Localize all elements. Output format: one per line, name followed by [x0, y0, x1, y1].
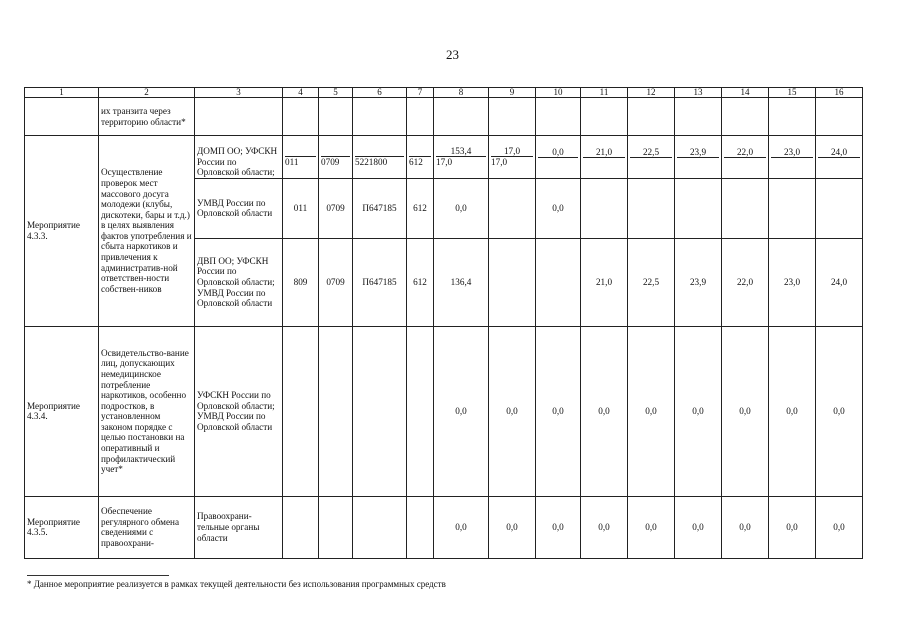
value: 0,0 — [581, 326, 628, 496]
value: 0,0 — [434, 326, 489, 496]
executor: ДВП ОО; УФСКН России по Орловской области; УМВД России по Орловской области — [195, 238, 283, 326]
column-number: 10 — [536, 88, 581, 98]
column-number: 15 — [769, 88, 816, 98]
column-number-row — [25, 88, 863, 98]
column-number: 11 — [581, 88, 628, 98]
value: 23,0 — [769, 238, 816, 326]
total-value: 23,0 — [771, 147, 813, 158]
value: 17,0 — [436, 157, 453, 168]
value: 23,9 — [675, 238, 722, 326]
total-value: 22,0 — [724, 147, 766, 158]
column-number: 5 — [319, 88, 353, 98]
value: 24,0 — [816, 238, 863, 326]
total-value: 23,9 — [677, 147, 719, 158]
value: 0,0 — [769, 326, 816, 496]
column-number: 2 — [99, 88, 195, 98]
column-number: 4 — [283, 88, 319, 98]
vr-code: 612 — [407, 178, 434, 238]
total-value: 22,5 — [630, 147, 672, 158]
vr-code: 612 — [409, 157, 423, 168]
column-number: 14 — [722, 88, 769, 98]
column-number: 3 — [195, 88, 283, 98]
table-row — [25, 136, 863, 179]
page-number: 23 — [446, 47, 459, 62]
table-row — [25, 496, 863, 558]
footnote: * Данное мероприятие реализуется в рамках текущей деятельности без использования программных средств — [27, 579, 446, 589]
value: 0,0 — [536, 496, 581, 558]
value: 0,0 — [675, 326, 722, 496]
footnote-divider — [27, 575, 169, 576]
value: 0,0 — [722, 496, 769, 558]
value: 0,0 — [816, 496, 863, 558]
value: 17,0 — [491, 157, 508, 168]
value: 0,0 — [816, 326, 863, 496]
value: 0,0 — [536, 326, 581, 496]
executor: Правоохрани-тельные органы области — [195, 496, 283, 558]
column-number: 13 — [675, 88, 722, 98]
activity-label: Мероприятие 4.3.3. — [25, 136, 99, 327]
value: 21,0 — [581, 238, 628, 326]
executor: УФСКН России по Орловской области; УМВД России по Орловской области — [195, 326, 283, 496]
value: 22,0 — [722, 238, 769, 326]
value: 0,0 — [489, 326, 536, 496]
vr-code: 612 — [407, 238, 434, 326]
activity-name: Освидетельство-вание лиц, допускающих немедицинское потребление наркотиков, особенно подростков, в установленном законом порядке с целью постановки на оперативный и профилактический учет* — [99, 326, 195, 496]
executor: ДОМП ОО; УФСКН России по Орловской области; — [195, 136, 283, 179]
rzpr-code: 0709 — [321, 157, 340, 168]
value: 0,0 — [722, 326, 769, 496]
rzpr-code: 0709 — [319, 178, 353, 238]
total-value: 0,0 — [538, 147, 578, 158]
value: 0,0 — [628, 496, 675, 558]
grbs-code: 809 — [283, 238, 319, 326]
table-row — [25, 98, 863, 136]
executor: УМВД России по Орловской области — [195, 178, 283, 238]
column-number: 6 — [353, 88, 407, 98]
column-number: 9 — [489, 88, 536, 98]
activity-label: Мероприятие 4.3.5. — [25, 496, 99, 558]
total-value: 24,0 — [818, 147, 860, 158]
program-activities-table — [24, 87, 863, 559]
value: 0,0 — [675, 496, 722, 558]
column-number: 12 — [628, 88, 675, 98]
column-number: 16 — [816, 88, 863, 98]
activity-name: Обеспечение регулярного обмена сведениями с правоохрани- — [99, 496, 195, 558]
csr-code: П647185 — [353, 238, 407, 326]
value: 0,0 — [434, 178, 489, 238]
table-row — [25, 326, 863, 496]
value: 0,0 — [628, 326, 675, 496]
grbs-code: 011 — [285, 157, 299, 168]
activity-name: Осуществление проверок мест массового досуга молодежи (клубы, дискотеки, бары и т.д.) в целях выявления фактов употребления и сбыта наркотиков и привлечения к административ-ной ответствен-ности собствен-ников — [99, 136, 195, 327]
csr-code: 5221800 — [355, 157, 388, 168]
total-value: 153,4 — [436, 146, 486, 157]
csr-code: П647185 — [353, 178, 407, 238]
column-number: 8 — [434, 88, 489, 98]
value: 0,0 — [536, 178, 581, 238]
total-value: 21,0 — [583, 147, 625, 158]
value: 22,5 — [628, 238, 675, 326]
activity-label: Мероприятие 4.3.4. — [25, 326, 99, 496]
activity-name: их транзита через территорию области* — [99, 98, 195, 136]
value: 0,0 — [581, 496, 628, 558]
value: 0,0 — [769, 496, 816, 558]
value: 0,0 — [489, 496, 536, 558]
column-number: 7 — [407, 88, 434, 98]
total-value: 17,0 — [491, 146, 533, 157]
rzpr-code: 0709 — [319, 238, 353, 326]
grbs-code: 011 — [283, 178, 319, 238]
value: 136,4 — [434, 238, 489, 326]
column-number: 1 — [25, 88, 99, 98]
value: 0,0 — [434, 496, 489, 558]
